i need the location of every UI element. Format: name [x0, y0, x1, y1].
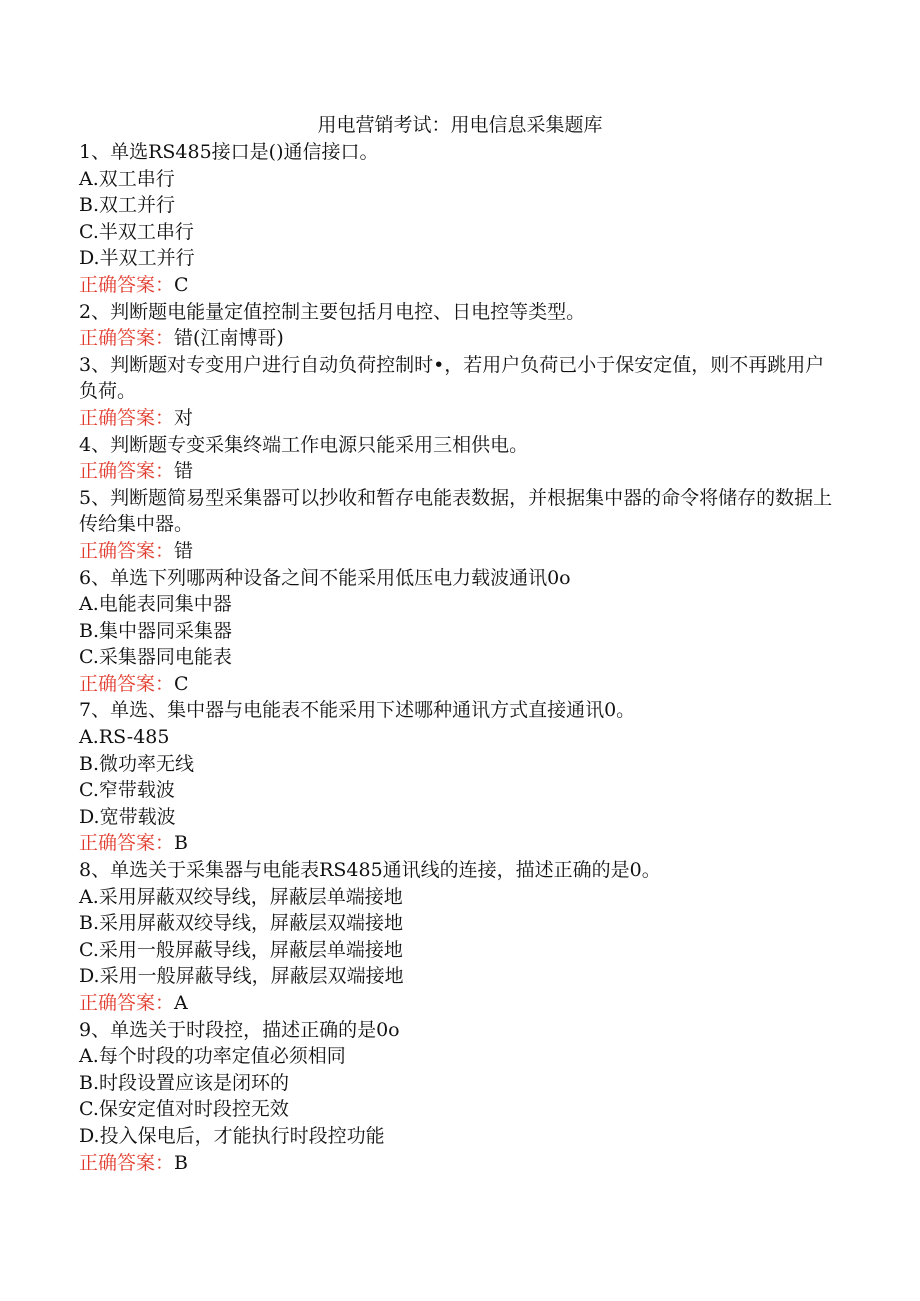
answer-label: 正确答案：	[79, 327, 175, 350]
question-stem: 6、单选下列哪两种设备之间不能采用低压电力载波通讯0o	[79, 566, 571, 589]
option: C.保安定值对时段控无效	[79, 1098, 289, 1121]
answer-line	[79, 325, 839, 352]
question-stem: 7、单选、集中器与电能表不能采用下述哪种通讯方式直接通讯0。	[79, 699, 636, 722]
answer-line	[79, 538, 839, 565]
option: A.电能表同集中器	[79, 593, 232, 616]
option: D.宽带载波	[79, 805, 176, 828]
answer-label: 正确答案：	[79, 273, 175, 296]
option: B.集中器同采集器	[79, 619, 233, 642]
option: D.采用一般屏蔽导线，屏蔽层双端接地	[79, 965, 404, 988]
answer-line	[79, 990, 839, 1017]
option: B.采用屏蔽双绞导线，屏蔽层双端接地	[79, 912, 404, 935]
answer-line	[79, 405, 839, 432]
question-stem: 8、单选关于采集器与电能表RS485通讯线的连接，描述正确的是0。	[79, 859, 661, 882]
option: B.双工并行	[79, 194, 176, 217]
option: C.采用一般屏蔽导线，屏蔽层单端接地	[79, 938, 403, 961]
option: C.采集器同电能表	[79, 646, 232, 669]
option: C.窄带载波	[79, 779, 175, 802]
question-stem: 3、判断题对专变用户进行自动负荷控制时•，若用户负荷已小于保安定值，则不再跳用户负荷。	[79, 353, 825, 403]
answer-value: 错	[174, 539, 194, 562]
answer-label: 正确答案：	[79, 832, 175, 855]
answer-label: 正确答案：	[79, 992, 175, 1014]
option: B.微功率无线	[79, 752, 195, 775]
option: A.每个时段的功率定值必须相同	[79, 1045, 346, 1068]
answer-line	[79, 272, 839, 299]
answer-value: A	[174, 992, 188, 1014]
option: D.半双工并行	[79, 247, 195, 270]
option: A.双工串行	[79, 167, 175, 190]
answer-line	[79, 830, 839, 857]
document-title: 用电营销考试：用电信息采集题库	[317, 114, 603, 136]
answer-value: B	[174, 1151, 188, 1174]
answer-label: 正确答案：	[79, 1151, 175, 1174]
question-stem: 5、判断题简易型采集器可以抄收和暂存电能表数据，并根据集中器的命令将储存的数据上传给集中器。	[79, 486, 833, 536]
question-stem: 2、判断题电能量定值控制主要包括月电控、日电控等类型。	[79, 300, 586, 323]
answer-value: C	[174, 672, 189, 695]
option: A.采用屏蔽双绞导线，屏蔽层单端接地	[79, 885, 403, 908]
option: A.RS-485	[79, 726, 170, 749]
question-stem: 9、单选关于时段控，描述正确的是0o	[79, 1018, 400, 1041]
question-list	[79, 139, 839, 1176]
answer-label: 正确答案：	[79, 406, 175, 429]
answer-line	[79, 458, 839, 485]
answer-value: C	[174, 273, 189, 296]
answer-label: 正确答案：	[79, 539, 175, 562]
answer-value: 错(江南博哥)	[174, 327, 284, 350]
question-stem: 4、判断题专变采集终端工作电源只能采用三相供电。	[79, 433, 529, 456]
answer-line	[79, 671, 839, 698]
answer-value: B	[174, 832, 188, 855]
option: D.投入保电后，才能执行时段控功能	[79, 1124, 385, 1147]
question-stem: 1、单选RS485接口是()通信接口。	[79, 141, 379, 163]
answer-line	[79, 1150, 839, 1177]
answer-value: 错	[174, 460, 194, 483]
answer-label: 正确答案：	[79, 460, 175, 483]
option: C.半双工串行	[79, 220, 194, 243]
answer-value: 对	[174, 406, 194, 429]
answer-label: 正确答案：	[79, 672, 175, 695]
option: B.时段设置应该是闭环的	[79, 1071, 290, 1094]
